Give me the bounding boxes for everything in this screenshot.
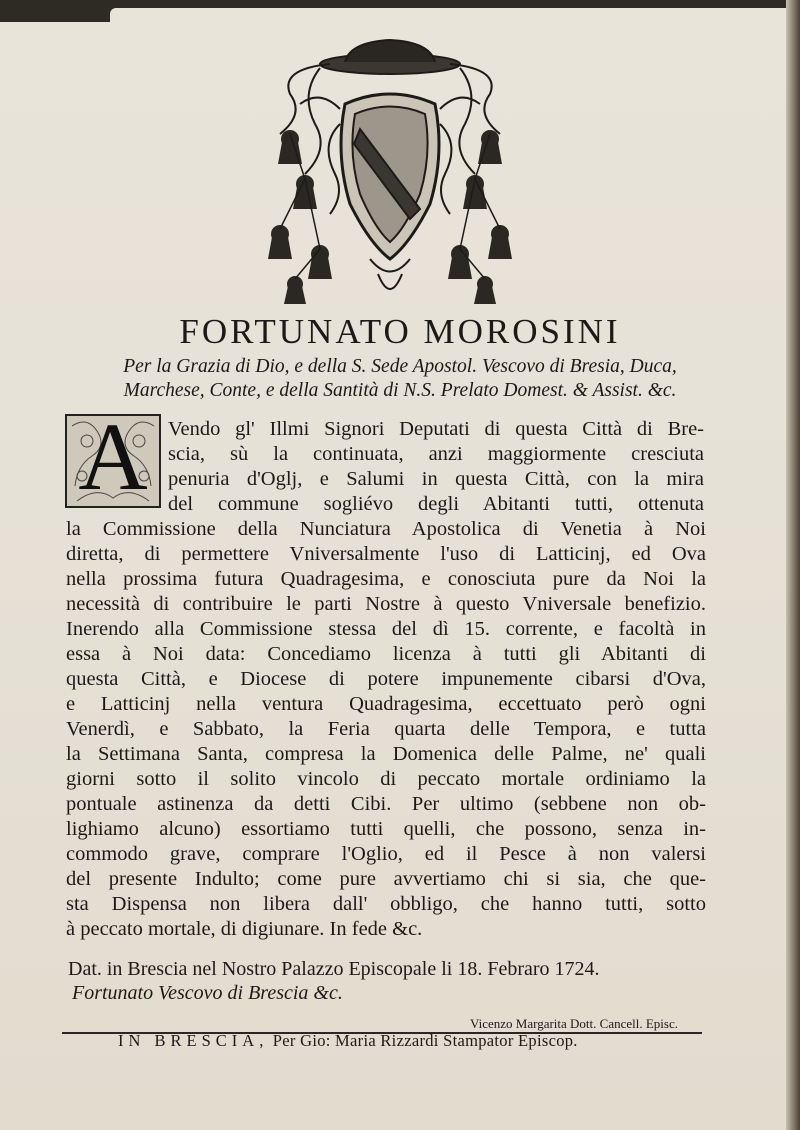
body-line-18: commodo grave, comprare l'Oglio, ed il Pesce à non valersi	[66, 843, 706, 865]
body-line-20: sta Dispensa non libera dall' obbligo, che hanno tutti, sotto	[66, 893, 706, 915]
torn-top-edge	[0, 0, 800, 22]
body-line-3: penuria d'Oglj, e Salumi in questa Città, con la mira	[168, 468, 704, 490]
body-line-10: essa à Noi data: Concediamo licenza à tutti gli Abitanti di	[66, 643, 706, 665]
body-line-21: à peccato mortale, di digiunare. In fede &c.	[66, 918, 423, 940]
body-line-13: Venerdì, e Sabbato, la Feria quarta delle Tempora, e tutta	[66, 718, 706, 740]
date-line: Dat. in Brescia nel Nostro Palazzo Episcopale li 18. Febraro 1724.	[68, 958, 600, 980]
body-line-15: giorni sotto il solito vincolo di peccato mortale ordiniamo la	[66, 768, 706, 790]
body-line-4: del commune sogliévo degli Abitanti tutti, ottenuta	[168, 493, 704, 515]
page-title: FORTUNATO MOROSINI	[179, 312, 621, 351]
subtitle-line-1: Per la Grazia di Dio, e della S. Sede Apostol. Vescovo di Bresia, Duca,	[123, 356, 677, 377]
initial-letter: A	[78, 414, 148, 508]
body-line-17: lighiamo alcuno) essortiamo tutti quelli, che possono, senza in-	[66, 818, 706, 840]
episcopal-coat-of-arms-icon	[260, 34, 520, 309]
body-line-9: Inerendo alla Commissione stessa del dì 15. corrente, e facoltà in	[66, 618, 706, 640]
decorated-initial	[65, 414, 161, 508]
body-line-7: nella prossima futura Quadragesima, e conosciuta pure da Noi la	[66, 568, 706, 590]
printer-city: IN BRESCIA,	[118, 1031, 269, 1050]
body-line-6: diretta, di permettere Vniversalmente l'uso di Latticinj, ed Ova	[66, 543, 706, 565]
body-line-2: scia, sù la continuata, anzi maggiormente cresciuta	[168, 443, 704, 465]
body-line-14: la Settimana Santa, compresa la Domenica delle Palme, ne' quali	[66, 743, 706, 765]
page-edge-shadow	[786, 0, 800, 1130]
body-line-8: necessità di contribuire le parti Nostre à questo Vniversale benefizio.	[66, 593, 706, 615]
body-line-19: del presente Indulto; come pure avvertiamo chi si sia, che que-	[66, 868, 706, 890]
body-line-11: questa Città, e Diocese di potere impunemente cibarsi d'Ova,	[66, 668, 706, 690]
body-line-5: la Commissione della Nunciatura Apostolica di Venetia à Noi	[66, 518, 706, 540]
chancellor-signature: Vicenzo Margarita Dott. Cancell. Episc.	[470, 1016, 678, 1031]
printer-imprint	[118, 1031, 678, 1051]
body-line-12: e Latticinj nella ventura Quadragesima, eccettuato però ogni	[66, 693, 706, 715]
bishop-signature: Fortunato Vescovo di Brescia &c.	[72, 982, 343, 1004]
subtitle-line-2: Marchese, Conte, e della Santità di N.S. Prelato Domest. & Assist. &c.	[123, 380, 677, 401]
body-line-16: pontuale astinenza da detti Cibi. Per ultimo (sebbene non ob-	[66, 793, 706, 815]
body-line-1: Vendo gl' Illmi Signori Deputati di questa Città di Bre-	[168, 418, 704, 440]
printer-name: Per Gio: Maria Rizzardi Stampator Episcop.	[272, 1031, 578, 1050]
